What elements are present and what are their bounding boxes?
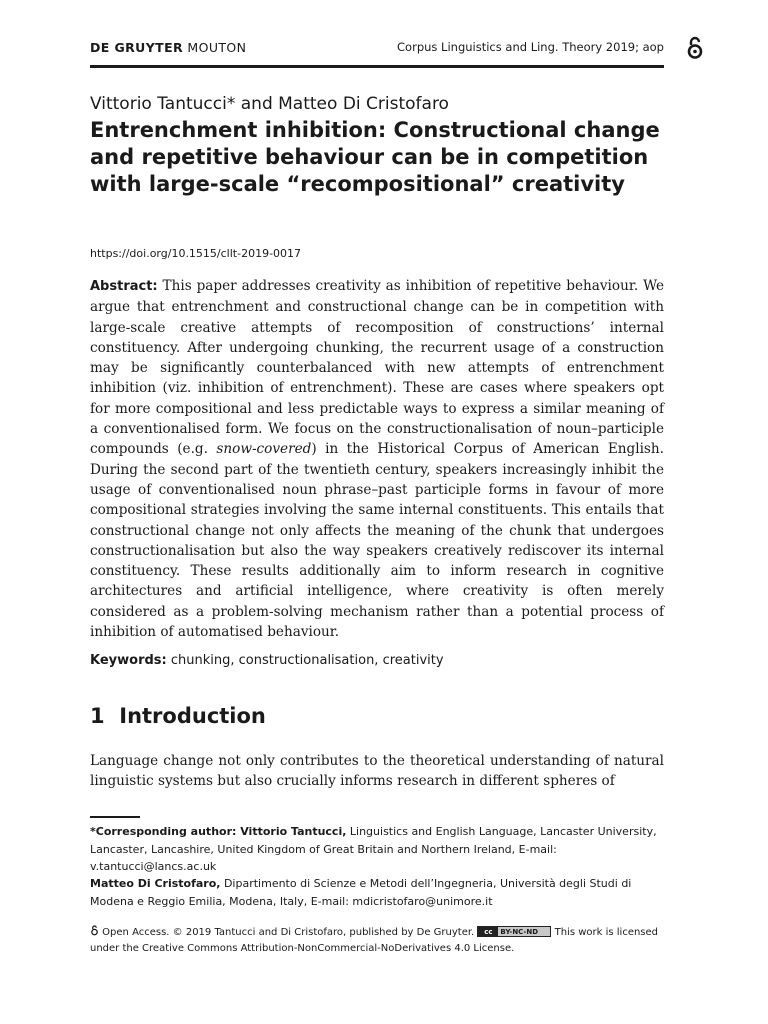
corresponding-label: *Corresponding author: Vittorio Tantucci, [90,825,347,838]
author-line: Vittorio Tantucci* and Matteo Di Cristofaro [90,94,449,114]
publisher-name [90,40,246,55]
abstract-text-1: This paper addresses creativity as inhibition of repetitive behaviour. We argue that entrenchment and constructional change can be in competition with large-scale creative attempts of recomposition of constructions’ internal constituency. After undergoing chunking, the recurrent usage of a construction may be significantly counterbalanced with new attempts of entrenchment inhibition (viz. inhibition of entrenchment). These are cases where speakers opt for more compositional and less predictable ways to express a similar meaning of a conventionalised form. We focus on the constructionalisation of noun–participle compounds (e.g. [90,278,664,458]
abstract [90,276,664,642]
second-author-text: Dipartimento di Scienze e Metodi dell’Ingegneria, Università degli Studi di Modena e Reggio Emilia, Modena, Italy, E-mail: mdicristofaro@unimore.it [90,877,632,908]
corresponding-text: Linguistics and English Language, Lancaster University, Lancaster, Lancashire, United Kingdom of Great Britain and Northern Ireland, E-mail: v.tantucci@lancs.ac.uk [90,825,657,873]
cc-badge-text: BY-NC-ND [500,928,539,936]
abstract-label: Abstract: [90,279,158,294]
open-access-small-icon [90,925,99,936]
keywords [90,653,444,668]
keywords-text: chunking, constructionalisation, creativity [166,653,444,668]
section-heading [90,704,266,728]
license-text-2: This work is licensed under the Creative Commons Attribution-NonCommercial-NoDerivatives 4.0 License. [90,927,659,954]
keywords-label: Keywords: [90,653,167,668]
license-note [90,925,664,956]
article-title: Entrenchment inhibition: Constructional change and repetitive behaviour can be in competition with large-scale “recompositional” creativity [90,118,660,196]
publisher-rest: MOUTON [187,40,247,55]
section-title: Introduction [119,704,266,728]
running-header [90,40,664,58]
publisher-bold: DE GRUYTER [90,40,184,55]
doi-link[interactable]: https://doi.org/10.1515/cllt-2019-0017 [90,247,302,260]
license-text-1: Open Access. © 2019 Tantucci and Di Cristofaro, published by De Gruyter. [99,927,478,938]
intro-paragraph: Language change not only contributes to the theoretical understanding of natural linguistic systems but also crucially informs research in different spheres of [90,753,664,790]
header-rule [90,65,664,68]
section-number: 1 [90,704,105,728]
cc-license-badge[interactable] [477,926,551,937]
footnote-second-author [90,875,664,910]
cc-icon: cc [478,927,498,936]
second-author-label: Matteo Di Cristofaro, [90,877,221,890]
abstract-text-2: ) in the Historical Corpus of American English. During the second part of the twentieth century, speakers increasingly inhibit the usage of conventionalised noun phrase–past participle forms in favour of more compositional strategies involving the same internal constituents. This entails that constructional change not only affects the meaning of the chunk that undergoes constructionalisation but also the way speakers creatively rediscover its internal constituency. These results additionally aim to inform research in cognitive architectures and artificial intelligence, where creativity is often merely considered as a problem-solving mechanism rather than a potential process of inhibition of automatised behaviour. [90,441,664,641]
open-access-icon [685,36,705,60]
abstract-example: snow-covered [216,441,312,458]
footnote-rule [90,816,140,818]
footnote-corresponding-author [90,823,664,876]
journal-info: Corpus Linguistics and Ling. Theory 2019; aop [397,40,664,54]
